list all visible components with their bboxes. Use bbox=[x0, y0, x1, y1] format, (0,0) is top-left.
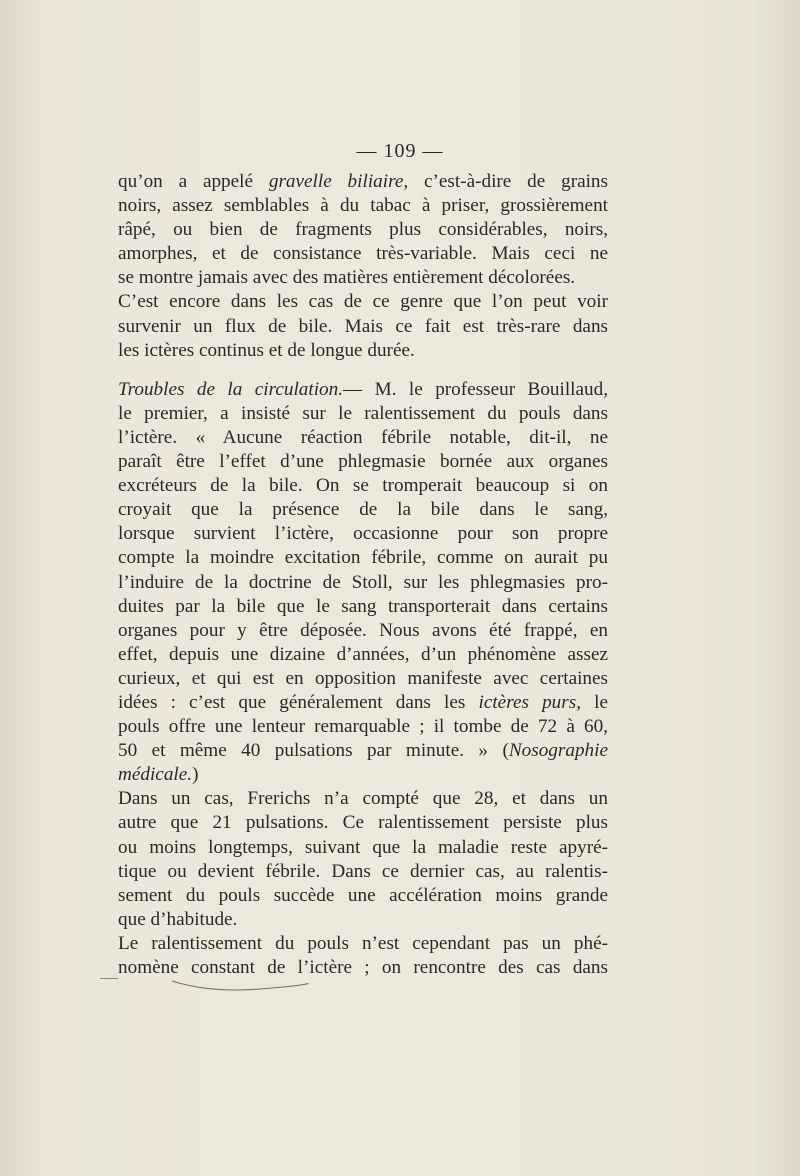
text-segment: le bbox=[581, 691, 608, 713]
text-line bbox=[118, 884, 608, 908]
text-segment: tique ou devient fébrile. Dans ce dernier cas, au ralentis- bbox=[118, 860, 608, 882]
text-segment: les ictères continus et de longue durée. bbox=[118, 339, 415, 361]
text-segment: l’ictère. « Aucune réaction fébrile notable, dit-il, ne bbox=[118, 426, 608, 448]
text-segment: 50 et même 40 pulsations par minute. » ( bbox=[118, 740, 509, 762]
text-segment: l’induire de la doctrine de Stoll, sur les phlegmasies pro- bbox=[118, 571, 608, 593]
margin-dash bbox=[100, 978, 118, 979]
text-segment: râpé, ou bien de fragments plus considérables, noirs, bbox=[118, 219, 608, 241]
text-segment: — M. le professeur Bouillaud, bbox=[343, 378, 609, 400]
text-line bbox=[118, 667, 608, 691]
page-number: — 109 — bbox=[356, 140, 444, 162]
text-segment: sement du pouls succède une accélération moins grande bbox=[118, 884, 608, 906]
text-line bbox=[118, 787, 608, 811]
body-text bbox=[118, 170, 608, 980]
text-line bbox=[118, 474, 608, 498]
text-line bbox=[118, 450, 608, 474]
text-line bbox=[118, 763, 608, 787]
text-segment: ) bbox=[192, 764, 199, 786]
text-segment: le premier, a insisté sur le ralentissement du pouls dans bbox=[118, 402, 608, 424]
text-segment: Dans un cas, Frerichs n’a compté que 28, et dans un bbox=[118, 788, 608, 810]
text-line bbox=[118, 315, 608, 339]
text-line bbox=[118, 194, 608, 218]
italic-segment: Troubles de la circulation. bbox=[118, 378, 344, 400]
text-line bbox=[118, 522, 608, 546]
text-line bbox=[118, 691, 608, 715]
text-line bbox=[118, 836, 608, 860]
text-line bbox=[118, 739, 608, 763]
text-line bbox=[118, 266, 608, 290]
italic-segment: médicale. bbox=[118, 764, 193, 786]
text-segment: duites par la bile que le sang transporterait dans certains bbox=[118, 595, 608, 617]
text-segment: amorphes, et de consistance très-variable. Mais ceci ne bbox=[118, 243, 608, 265]
text-line bbox=[118, 402, 608, 426]
text-segment: noirs, assez semblables à du tabac à priser, grossièrement bbox=[118, 195, 608, 217]
text-line bbox=[118, 378, 608, 402]
text-segment: ou moins longtemps, suivant que la maladie reste apyré- bbox=[118, 836, 608, 858]
text-line bbox=[118, 339, 608, 363]
text-line bbox=[118, 218, 608, 242]
text-line bbox=[118, 426, 608, 450]
text-segment: pouls offre une lenteur remarquable ; il tombe de 72 à 60, bbox=[118, 716, 608, 738]
text-line bbox=[118, 908, 608, 932]
text-segment: idées : c’est que généralement dans les bbox=[118, 691, 479, 713]
text-segment: qu’on a appelé bbox=[118, 171, 269, 192]
paragraph-gap bbox=[118, 363, 608, 378]
text-segment: Le ralentissement du pouls n’est cependant pas un phé- bbox=[118, 932, 608, 954]
text-segment: croyait que la présence de la bile dans le sang, bbox=[118, 499, 608, 521]
text-segment: nomène constant de l’ictère ; on rencontre des cas dans bbox=[118, 957, 608, 978]
text-line bbox=[118, 242, 608, 266]
text-line bbox=[118, 860, 608, 884]
text-segment: que d’habitude. bbox=[118, 908, 238, 930]
text-segment: lorsque survient l’ictère, occasionne pour son propre bbox=[118, 523, 608, 545]
text-segment: C’est encore dans les cas de ce genre que l’on peut voir bbox=[118, 291, 608, 313]
text-line bbox=[118, 932, 608, 956]
text-line bbox=[118, 170, 608, 194]
text-line bbox=[118, 595, 608, 619]
italic-segment: Nosographie bbox=[508, 740, 608, 762]
text-segment: organes pour y être déposée. Nous avons été frappé, en bbox=[118, 619, 608, 641]
pencil-underline-mark bbox=[170, 977, 310, 995]
text-segment: autre que 21 pulsations. Ce ralentissement persiste plus bbox=[118, 812, 608, 834]
text-segment: paraît être l’effet d’une phlegmasie bornée aux organes bbox=[118, 451, 608, 473]
italic-segment: ictères purs, bbox=[478, 691, 581, 713]
text-line bbox=[118, 619, 608, 643]
text-segment: excréteurs de la bile. On se tromperait beaucoup si on bbox=[118, 475, 608, 497]
text-segment: compte la moindre excitation fébrile, comme on aurait pu bbox=[118, 547, 608, 569]
text-line bbox=[118, 498, 608, 522]
text-line bbox=[118, 811, 608, 835]
text-segment: effet, depuis une dizaine d’années, d’un phénomène assez bbox=[118, 643, 608, 665]
text-line bbox=[118, 643, 608, 667]
italic-segment: gravelle biliaire, bbox=[268, 171, 409, 192]
text-line bbox=[118, 571, 608, 595]
text-segment: curieux, et qui est en opposition manifeste avec certaines bbox=[118, 667, 608, 689]
text-segment: survenir un flux de bile. Mais ce fait est très-rare dans bbox=[118, 315, 608, 337]
text-line bbox=[118, 290, 608, 314]
text-line bbox=[118, 546, 608, 570]
text-line bbox=[118, 715, 608, 739]
text-segment: se montre jamais avec des matières entièrement décolorées. bbox=[118, 267, 576, 289]
text-segment: c’est-à-dire de grains bbox=[408, 171, 608, 192]
